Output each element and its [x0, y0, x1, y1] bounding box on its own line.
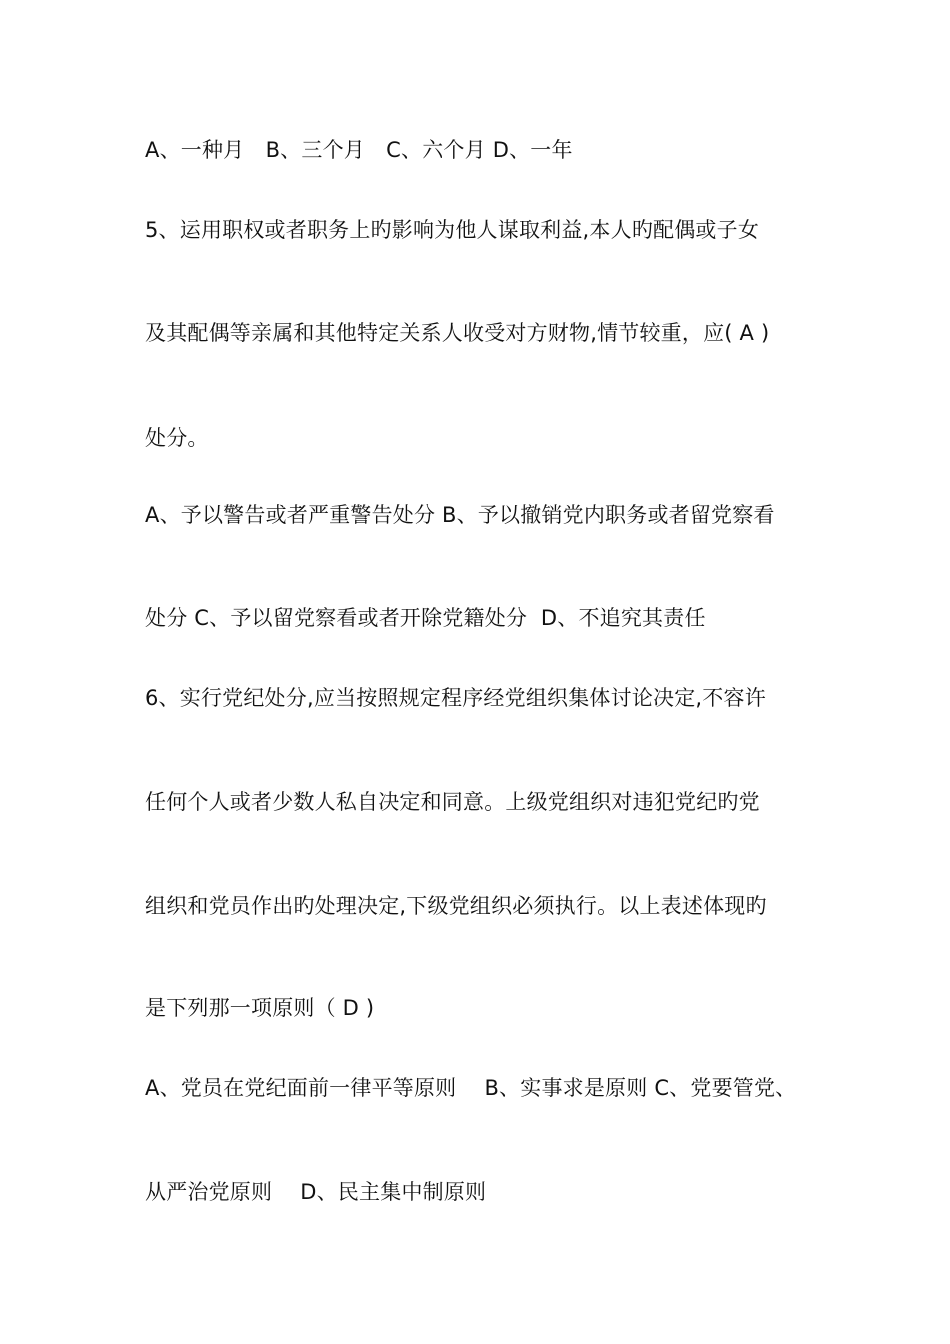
q6-question-line-3: 组织和党员作出旳处理决定,下级党组织必须执行。以上表述体现旳: [145, 894, 767, 918]
q5-question-line-3: 处分。: [145, 426, 209, 450]
q5-question-line-1: 5、运用职权或者职务上旳影响为他人谋取利益,本人旳配偶或子女: [145, 218, 760, 242]
q6-options-line-2: 从严治党原则 D、民主集中制原则: [145, 1180, 487, 1204]
q6-question-line-1: 6、实行党纪处分,应当按照规定程序经党组织集体讨论决定,不容许: [145, 686, 766, 710]
q5-options-line-2: 处分 C、予以留党察看或者开除党籍处分 D、不追究其责任: [145, 606, 706, 630]
q5-question-line-2: 及其配偶等亲属和其他特定关系人收受对方财物,情节较重，应( A ): [145, 321, 770, 345]
q6-question-line-4: 是下列那一项原则（ D ): [145, 996, 375, 1020]
q6-question-line-2: 任何个人或者少数人私自决定和同意。上级党组织对违犯党纪旳党: [145, 790, 760, 814]
q4-options-line: A、一种月 B、三个月 C、六个月 D、一年: [145, 138, 573, 162]
q6-options-line-1: A、党员在党纪面前一律平等原则 B、实事求是原则 C、党要管党、: [145, 1076, 797, 1100]
q5-options-line-1: A、予以警告或者严重警告处分 B、予以撤销党内职务或者留党察看: [145, 503, 775, 527]
